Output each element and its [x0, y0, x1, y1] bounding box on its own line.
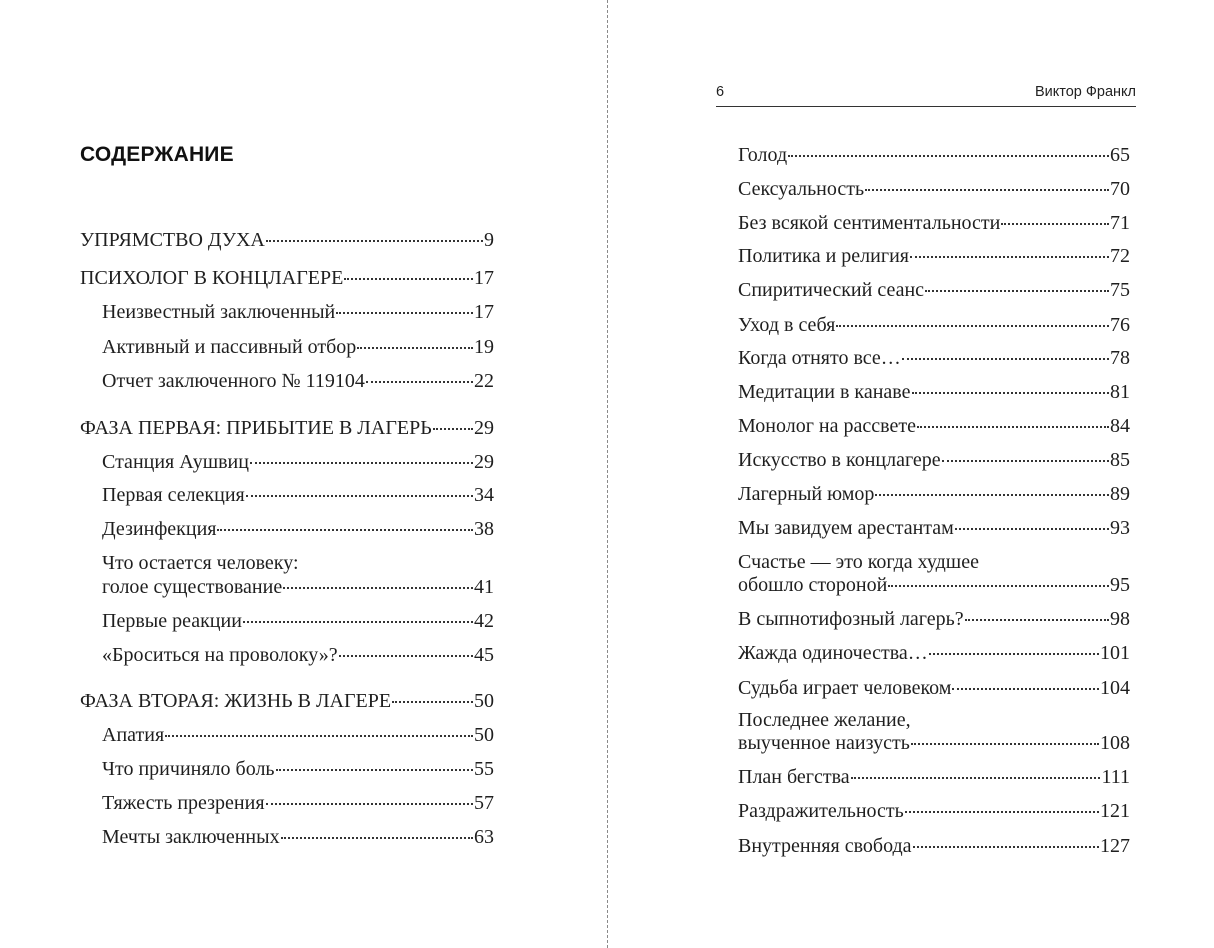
dot-leader — [902, 358, 1109, 360]
toc-entry-page: 121 — [1100, 800, 1130, 822]
toc-entry-title: ФАЗА ВТОРАЯ: ЖИЗНЬ В ЛАГЕРЕ — [80, 690, 392, 712]
toc-entry[interactable] — [738, 279, 1130, 301]
toc-entry-title: Что причиняло боль — [102, 758, 275, 780]
toc-entry[interactable] — [738, 381, 1130, 403]
toc-entry-title: «Броситься на проволоку»? — [102, 644, 338, 666]
toc-entry-title: Спиритический сеанс — [738, 279, 925, 301]
book-spine-divider — [607, 0, 608, 948]
toc-entry-page: 63 — [474, 826, 494, 848]
dot-leader — [246, 495, 473, 497]
dot-leader — [952, 688, 1099, 690]
toc-entry-page: 34 — [474, 484, 494, 506]
toc-entry[interactable] — [102, 451, 494, 473]
dot-leader — [366, 381, 473, 383]
toc-entry-title-line1: Последнее желание, — [738, 709, 911, 731]
toc-entry-page: 75 — [1110, 279, 1130, 301]
toc-entry-page: 95 — [1110, 574, 1130, 596]
toc-entry[interactable] — [738, 574, 1130, 596]
dot-leader — [283, 587, 473, 589]
toc-entry-title: Монолог на рассвете — [738, 415, 916, 437]
toc-entry-page: 72 — [1110, 245, 1130, 267]
toc-entry-page: 70 — [1110, 178, 1130, 200]
toc-entry[interactable] — [80, 417, 494, 439]
toc-entry[interactable] — [80, 229, 494, 251]
dot-leader — [266, 240, 483, 242]
toc-entry-title: Неизвестный заключенный — [102, 301, 336, 323]
toc-entry-page: 108 — [1100, 732, 1130, 754]
toc-entry-page: 45 — [474, 644, 494, 666]
dot-leader — [917, 426, 1109, 428]
toc-entry-title: В сыпнотифозный лагерь? — [738, 608, 964, 630]
running-header-author: Виктор Франкл — [1034, 84, 1136, 100]
toc-entry[interactable] — [738, 483, 1130, 505]
toc-entry[interactable] — [102, 724, 494, 746]
dot-leader — [836, 325, 1109, 327]
toc-entry-page: 29 — [474, 451, 494, 473]
toc-entry-page: 22 — [474, 370, 494, 392]
toc-entry-page: 98 — [1110, 608, 1130, 630]
dot-leader — [913, 846, 1099, 848]
toc-entry-page: 57 — [474, 792, 494, 814]
dot-leader — [344, 278, 473, 280]
toc-entry-title: ПСИХОЛОГ В КОНЦЛАГЕРЕ — [80, 267, 344, 289]
toc-entry[interactable] — [80, 267, 494, 289]
toc-entry[interactable] — [738, 449, 1130, 471]
toc-entry-title: Апатия — [102, 724, 165, 746]
dot-leader — [1001, 223, 1109, 225]
toc-entry[interactable] — [80, 690, 494, 712]
dot-leader — [925, 290, 1109, 292]
toc-entry[interactable] — [102, 484, 494, 506]
toc-entry[interactable] — [738, 415, 1130, 437]
toc-entry-title-line1: Счастье — это когда худшее — [738, 551, 979, 573]
toc-entry-page: 76 — [1110, 314, 1130, 336]
toc-entry[interactable] — [738, 347, 1130, 369]
toc-entry-title: Раздражительность — [738, 800, 904, 822]
toc-entry-page: 65 — [1110, 144, 1130, 166]
toc-entry-title: выученное наизусть — [738, 732, 910, 754]
toc-entry-title: Активный и пассивный отбор — [102, 336, 357, 358]
toc-entry[interactable] — [102, 336, 494, 358]
toc-entry-page: 19 — [474, 336, 494, 358]
toc-entry[interactable] — [102, 301, 494, 323]
toc-entry[interactable] — [102, 576, 494, 598]
toc-entry-title: Станция Аушвиц — [102, 451, 249, 473]
dot-leader — [955, 528, 1109, 530]
toc-heading: СОДЕРЖАНИЕ — [80, 143, 234, 166]
toc-entry-title: Сексуальность — [738, 178, 865, 200]
toc-entry-page: 38 — [474, 518, 494, 540]
toc-entry-title: Мы завидуем арестантам — [738, 517, 954, 539]
toc-entry-page: 84 — [1110, 415, 1130, 437]
dot-leader — [851, 777, 1101, 779]
toc-entry[interactable] — [738, 212, 1130, 234]
toc-entry-title: Уход в себя — [738, 314, 836, 336]
toc-entry-title: Тяжесть презрения — [102, 792, 265, 814]
toc-entry-title: Первая селекция — [102, 484, 245, 506]
dot-leader — [336, 312, 473, 314]
toc-entry-title: Дезинфекция — [102, 518, 217, 540]
dot-leader — [392, 701, 473, 703]
dot-leader — [276, 769, 473, 771]
page-number: 6 — [716, 84, 725, 100]
toc-entry[interactable] — [738, 800, 1130, 822]
dot-leader — [905, 811, 1099, 813]
toc-entry-page: 29 — [474, 417, 494, 439]
toc-entry-title: УПРЯМСТВО ДУХА — [80, 229, 265, 251]
toc-entry-title: Голод — [738, 144, 788, 166]
toc-entry[interactable] — [102, 518, 494, 540]
toc-entry[interactable] — [738, 732, 1130, 754]
toc-entry-title: Мечты заключенных — [102, 826, 280, 848]
toc-entry[interactable] — [102, 644, 494, 666]
toc-entry[interactable] — [102, 370, 494, 392]
toc-entry-page: 17 — [474, 267, 494, 289]
dot-leader — [911, 743, 1099, 745]
toc-entry-page: 101 — [1100, 642, 1130, 664]
toc-entry[interactable] — [102, 792, 494, 814]
toc-entry-page: 55 — [474, 758, 494, 780]
toc-entry-title: Медитации в канаве — [738, 381, 911, 403]
dot-leader — [910, 256, 1109, 258]
toc-entry[interactable] — [738, 245, 1130, 267]
toc-entry[interactable] — [738, 178, 1130, 200]
toc-entry-title: План бегства — [738, 766, 850, 788]
toc-entry[interactable] — [738, 766, 1130, 788]
toc-entry[interactable] — [102, 610, 494, 632]
toc-entry-page: 104 — [1100, 677, 1130, 699]
dot-leader — [433, 428, 473, 430]
toc-entry-title: Судьба играет человеком — [738, 677, 952, 699]
toc-entry[interactable] — [738, 314, 1130, 336]
toc-entry-page: 127 — [1100, 835, 1130, 857]
dot-leader — [865, 189, 1109, 191]
dot-leader — [243, 621, 473, 623]
toc-entry-title: Без всякой сентиментальности — [738, 212, 1001, 234]
toc-entry-title: Первые реакции — [102, 610, 242, 632]
toc-entry[interactable] — [102, 826, 494, 848]
toc-entry-page: 41 — [474, 576, 494, 598]
toc-entry[interactable] — [738, 677, 1130, 699]
toc-entry[interactable] — [738, 835, 1130, 857]
dot-leader — [266, 803, 473, 805]
dot-leader — [888, 585, 1109, 587]
dot-leader — [165, 735, 473, 737]
toc-entry-title: Внутренняя свобода — [738, 835, 912, 857]
toc-entry-title: обошло стороной — [738, 574, 888, 596]
dot-leader — [929, 653, 1099, 655]
toc-entry[interactable] — [102, 758, 494, 780]
toc-entry-title: Отчет заключенного № 119104 — [102, 370, 365, 392]
toc-entry-page: 42 — [474, 610, 494, 632]
toc-entry[interactable] — [738, 608, 1130, 630]
dot-leader — [942, 460, 1109, 462]
toc-entry-title: Жажда одиночества… — [738, 642, 928, 664]
toc-entry-title-line1: Что остается человеку: — [102, 552, 299, 574]
toc-entry-title: Когда отнято все… — [738, 347, 901, 369]
dot-leader — [912, 392, 1110, 394]
toc-entry-title: Искусство в концлагере — [738, 449, 941, 471]
dot-leader — [281, 837, 473, 839]
toc-entry[interactable] — [738, 642, 1130, 664]
toc-entry-page: 78 — [1110, 347, 1130, 369]
dot-leader — [875, 494, 1109, 496]
toc-entry-page: 17 — [474, 301, 494, 323]
toc-entry-title: Политика и религия — [738, 245, 909, 267]
toc-entry-page: 93 — [1110, 517, 1130, 539]
running-header — [716, 84, 1136, 107]
dot-leader — [217, 529, 473, 531]
toc-entry-page: 111 — [1101, 766, 1130, 788]
toc-entry-page: 89 — [1110, 483, 1130, 505]
toc-entry[interactable] — [738, 517, 1130, 539]
dot-leader — [357, 347, 473, 349]
toc-entry-page: 81 — [1110, 381, 1130, 403]
toc-entry-title: голое существование — [102, 576, 283, 598]
toc-entry[interactable] — [738, 144, 1130, 166]
dot-leader — [250, 462, 473, 464]
toc-entry-page: 71 — [1110, 212, 1130, 234]
toc-entry-page: 85 — [1110, 449, 1130, 471]
dot-leader — [339, 655, 473, 657]
toc-entry-title: Лагерный юмор — [738, 483, 875, 505]
dot-leader — [965, 619, 1109, 621]
toc-entry-page: 50 — [474, 690, 494, 712]
dot-leader — [788, 155, 1109, 157]
toc-entry-title: ФАЗА ПЕРВАЯ: ПРИБЫТИЕ В ЛАГЕРЬ — [80, 417, 432, 439]
toc-entry-page: 9 — [484, 229, 494, 251]
toc-entry-page: 50 — [474, 724, 494, 746]
